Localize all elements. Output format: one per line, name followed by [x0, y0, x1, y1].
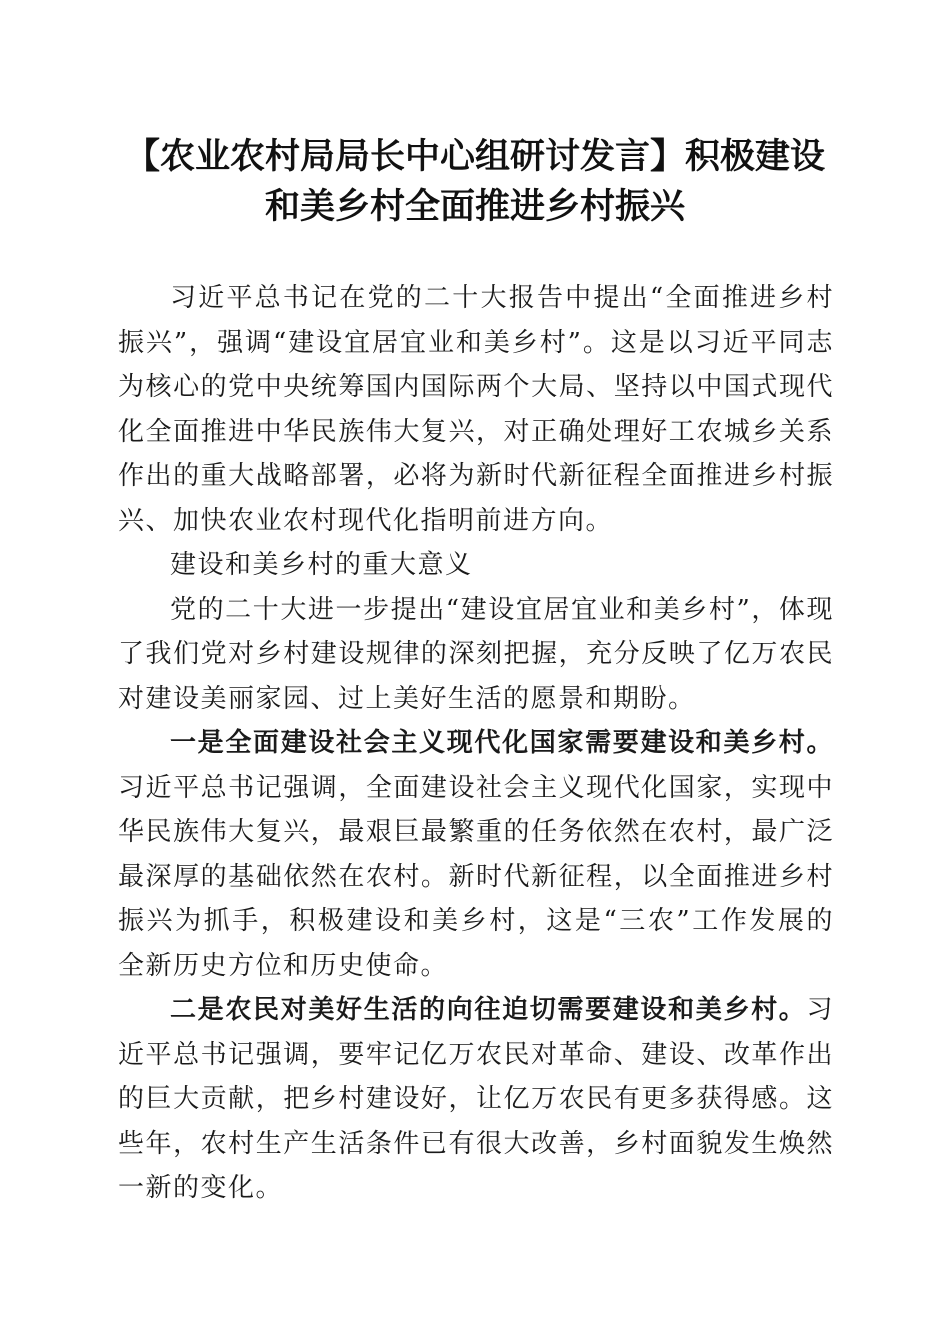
paragraph-point-one [118, 721, 834, 988]
paragraph-lead: 一是全面建设社会主义现代化国家需要建设和美乡村。 [170, 728, 834, 758]
paragraph-lead: 二是农民对美好生活的向往迫切需要建设和美乡村。 [170, 995, 807, 1025]
paragraph-text: 习近平总书记在党的二十大报告中提出“全面推进乡村振兴”，强调“建设宜居宜业和美乡村”。这是以习近平同志为核心的党中央统筹国内国际两个大局、坚持以中国式现代化全面推进中华民族伟大复兴，对正确处理好工农城乡关系作出的重大战略部署，必将为新时代新征程全面推进乡村振兴、加快农业农村现代化指明前进方向。 [118, 283, 834, 536]
paragraph-text: 习近平总书记强调，全面建设社会主义现代化国家，实现中华民族伟大复兴，最艰巨最繁重的任务依然在农村，最广泛最深厚的基础依然在农村。新时代新征程，以全面推进乡村振兴为抓手，积极建设和美乡村，这是“三农”工作发展的全新历史方位和历史使命。 [118, 772, 834, 981]
title-line-1: 【农业农村局局长中心组研讨发言】积极建设 [124, 136, 825, 177]
section-heading [118, 543, 834, 588]
title-line-2: 和美乡村全面推进乡村振兴 [264, 186, 685, 227]
paragraph-significance [118, 588, 834, 722]
document-body [118, 276, 834, 1211]
paragraph-intro [118, 276, 834, 543]
paragraph-text: 党的二十大进一步提出“建设宜居宜业和美乡村”，体现了我们党对乡村建设规律的深刻把握，充分反映了亿万农民对建设美丽家园、过上美好生活的愿景和期盼。 [118, 594, 834, 714]
paragraph-text: 习近平总书记强调，要牢记亿万农民对革命、建设、改革作出的巨大贡献，把乡村建设好，让亿万农民有更多获得感。这些年，农村生产生活条件已有很大改善，乡村面貌发生焕然一新的变化。 [118, 995, 834, 1203]
document-title [100, 132, 850, 232]
paragraph-point-two [118, 988, 834, 1211]
section-heading-text: 建设和美乡村的重大意义 [170, 550, 473, 580]
